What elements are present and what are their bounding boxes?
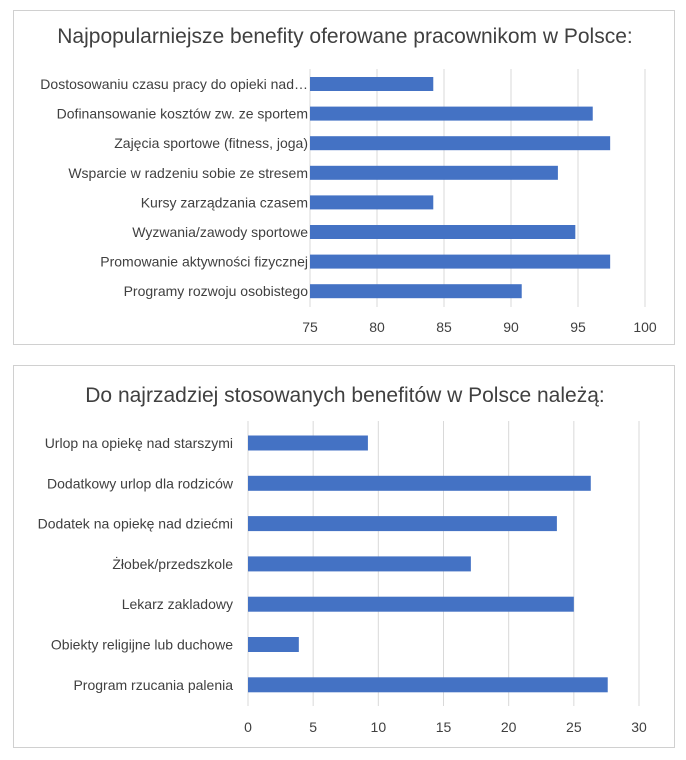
- chart1-tick-label: 75: [302, 319, 318, 335]
- chart1-bar: [310, 255, 610, 269]
- chart1-category-label: Promowanie aktywności fizycznej: [100, 253, 308, 270]
- chart1-bar: [310, 136, 610, 150]
- chart2-category-label: Dodatek na opiekę nad dziećmi: [37, 515, 233, 532]
- chart2-tick-label: 5: [309, 719, 318, 735]
- chart2-category-label: Lekarz zakladowy: [121, 596, 233, 613]
- chart1-bar: [310, 225, 575, 239]
- chart1-tick-label: 95: [570, 319, 586, 335]
- chart2-category-label: Program rzucania palenia: [73, 676, 233, 693]
- chart2-tick-label: 15: [435, 719, 452, 735]
- chart1-tick-label: 80: [369, 319, 385, 335]
- chart1-tick-label: 100: [633, 319, 657, 335]
- chart2-tick-label: 20: [500, 719, 517, 735]
- chart2-bar: [248, 556, 471, 571]
- chart1-bar: [310, 166, 558, 180]
- chart2-category-label: Żłobek/przedszkole: [112, 555, 233, 572]
- chart2-tick-label: 25: [566, 719, 582, 735]
- chart1-category-label: Wyzwania/zawody sportowe: [132, 224, 308, 240]
- chart-bottom-rare-benefits: [13, 365, 675, 748]
- chart1-tick-label: 85: [436, 319, 452, 335]
- chart2-bar: [248, 476, 591, 491]
- chart1-category-label: Programy rozwoju osobistego: [123, 283, 308, 300]
- chart2-category-label: Urlop na opiekę nad starszymi: [44, 435, 233, 451]
- chart1-svg: [14, 11, 676, 346]
- chart2-category-label: Dodatkowy urlop dla rodziców: [47, 475, 233, 492]
- chart-top-popular-benefits: [13, 10, 675, 345]
- chart2-title: Do najrzadziej stosowanych benefitów w Polsce należą:: [85, 384, 605, 407]
- chart1-tick-label: 90: [503, 319, 519, 335]
- chart1-bar: [310, 107, 593, 121]
- chart1-bar: [310, 284, 522, 298]
- chart1-category-label: Dostosowaniu czasu pracy do opieki nad…: [40, 76, 308, 92]
- chart2-category-label: Obiekty religijne lub duchowe: [50, 636, 233, 653]
- chart2-bar: [248, 597, 574, 612]
- chart1-category-label: Kursy zarządzania czasem: [140, 194, 308, 211]
- chart1-bar: [310, 77, 433, 91]
- chart2-tick-label: 10: [370, 719, 387, 735]
- chart2-tick-label: 0: [244, 719, 252, 735]
- chart2-bar: [248, 516, 557, 531]
- chart1-category-label: Zajęcia sportowe (fitness, joga): [114, 135, 308, 152]
- chart1-category-label: Dofinansowanie kosztów zw. ze sportem: [56, 105, 308, 122]
- chart2-bar: [248, 677, 608, 692]
- chart2-tick-label: 30: [631, 719, 647, 735]
- chart1-category-label: Wsparcie w radzeniu sobie ze stresem: [68, 164, 308, 181]
- chart1-bar: [310, 195, 433, 209]
- chart1-title: Najpopularniejsze benefity oferowane pracownikom w Polsce:: [57, 25, 633, 48]
- chart2-svg: [14, 366, 676, 749]
- chart2-bar: [248, 637, 299, 652]
- chart2-bar: [248, 436, 368, 451]
